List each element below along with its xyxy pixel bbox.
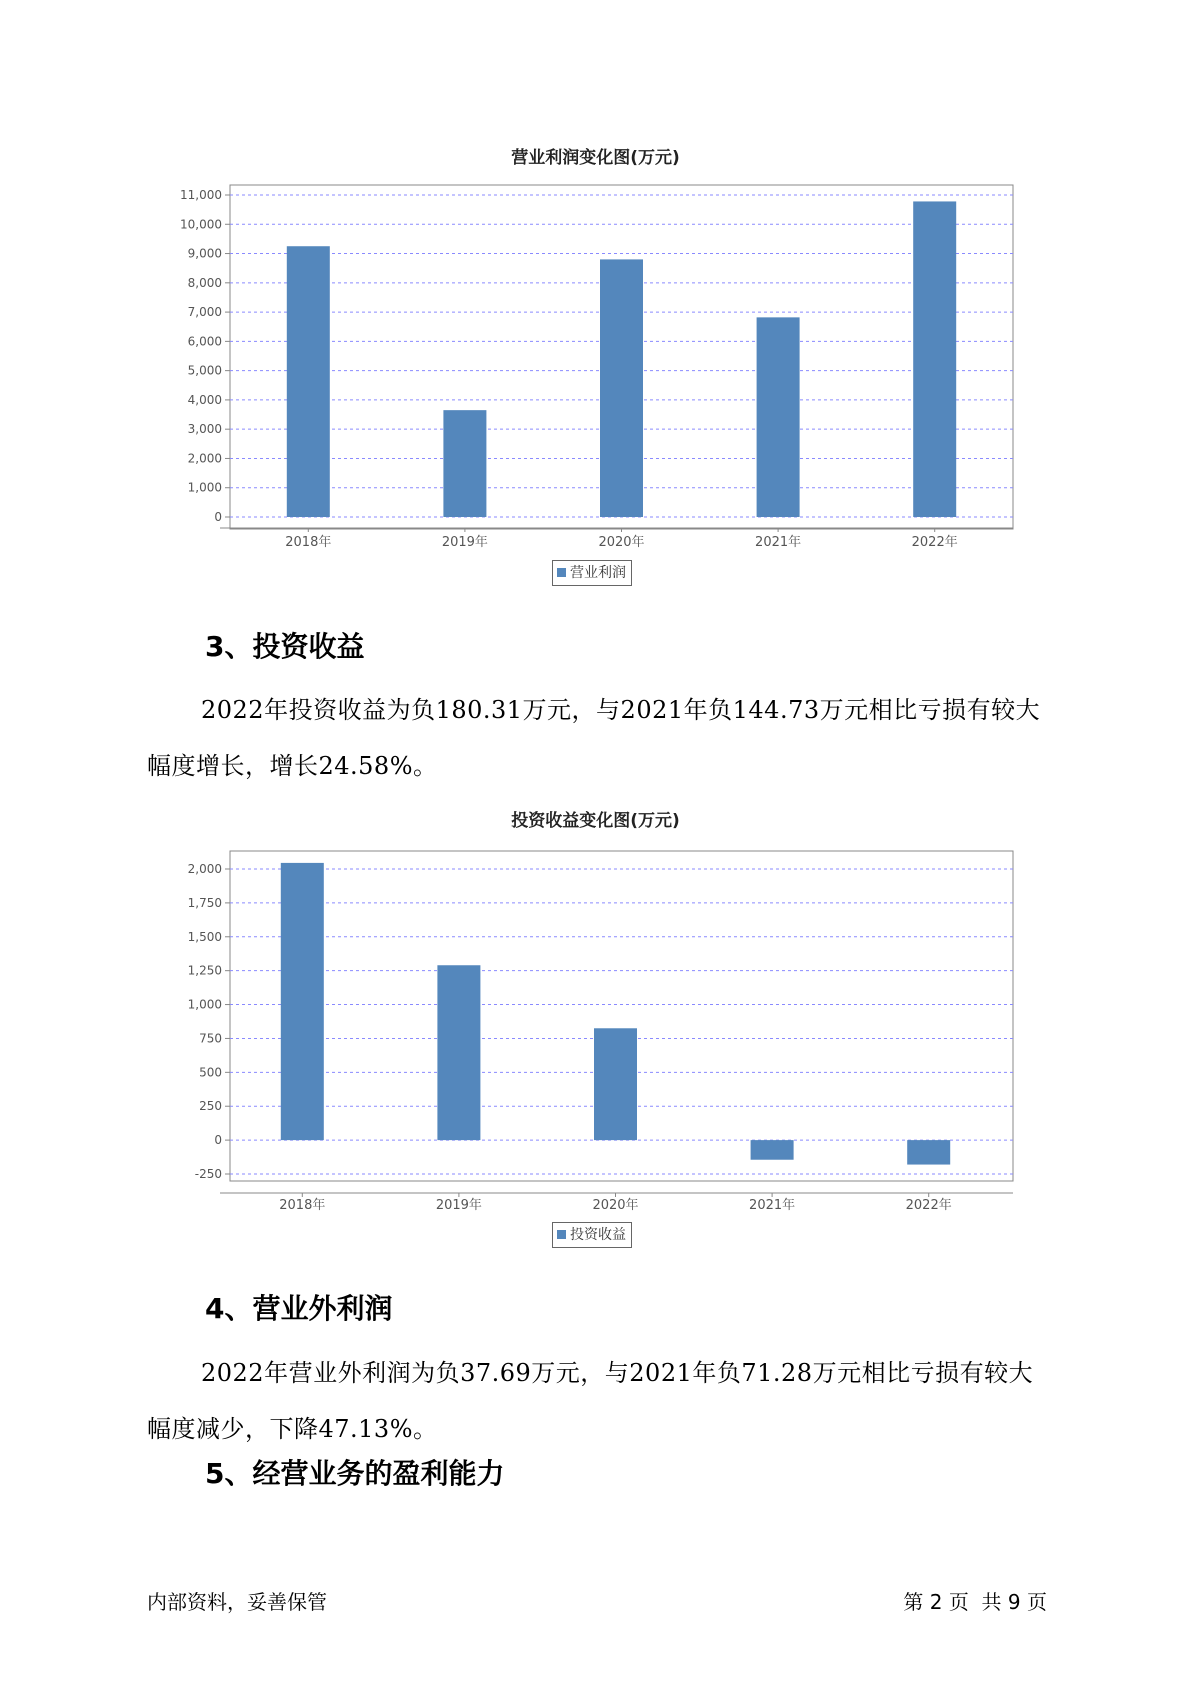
y-tick-label: 1,000: [187, 480, 222, 495]
y-tick-label: 2,000: [187, 862, 222, 876]
y-tick-label: 1,750: [187, 895, 222, 910]
x-tick-label: 2021年: [749, 1198, 796, 1213]
y-tick-label: 6,000: [187, 334, 222, 349]
paragraph-text: 2022年营业外利润为负37.69万元，与2021年负71.28万元相比亏损有较大幅度减少，下降47.13%。: [147, 1359, 1034, 1443]
y-tick-label: -250: [194, 1167, 222, 1181]
bar: [907, 1140, 950, 1164]
y-tick-label: 0: [214, 510, 222, 524]
x-tick-label: 2022年: [905, 1198, 952, 1213]
legend-label: 营业利润: [570, 565, 626, 581]
x-tick-label: 2019年: [435, 1198, 482, 1213]
legend-swatch: [557, 1230, 566, 1239]
y-tick-label: 7,000: [187, 305, 222, 320]
y-tick-label: 500: [199, 1065, 222, 1080]
section-heading-non-operating-profit: 4、营业外利润: [205, 1292, 393, 1325]
legend-label: 投资收益: [570, 1227, 626, 1243]
x-tick-label: 2020年: [592, 1198, 639, 1213]
y-tick-label: 1,250: [187, 963, 222, 978]
x-tick-label: 2018年: [285, 535, 332, 550]
y-tick-label: 4,000: [187, 392, 222, 407]
paragraph-text: 2022年投资收益为负180.31万元，与2021年负144.73万元相比亏损有较大幅度增长，增长24.58%。: [147, 696, 1041, 780]
chart-legend-investment-income: [552, 1222, 632, 1248]
y-tick-label: 9,000: [187, 246, 222, 261]
y-tick-label: 1,000: [187, 997, 222, 1012]
chart-title-operating-profit: 营业利润变化图(万元): [511, 148, 680, 168]
bar: [437, 965, 480, 1140]
bar: [751, 1140, 794, 1160]
x-tick-label: 2021年: [755, 535, 802, 550]
y-tick-label: 10,000: [180, 217, 222, 232]
y-tick-label: 5,000: [187, 363, 222, 378]
y-tick-label: 2,000: [187, 451, 222, 466]
bar: [594, 1028, 637, 1140]
section-heading-profitability: 5、经营业务的盈利能力: [205, 1457, 505, 1490]
x-tick-label: 2020年: [598, 535, 645, 550]
footer-confidential-note: 内部资料，妥善保管: [147, 1590, 327, 1614]
y-tick-label: 0: [214, 1133, 222, 1148]
y-tick-label: 8,000: [187, 275, 222, 290]
y-tick-label: 1,500: [187, 929, 222, 944]
chart-title-investment-income: 投资收益变化图(万元): [511, 811, 680, 831]
x-tick-label: 2019年: [441, 535, 488, 550]
bar: [281, 863, 324, 1140]
x-tick-label: 2022年: [911, 535, 958, 550]
section-heading-investment-income: 3、投资收益: [205, 630, 365, 663]
footer-page-number: 第 2 页 共 9 页: [903, 1590, 1047, 1614]
y-tick-label: 250: [199, 1099, 222, 1114]
paragraph-non-operating-profit: [147, 1345, 1047, 1457]
y-tick-label: 3,000: [187, 422, 222, 437]
y-tick-label: 11,000: [180, 188, 222, 202]
y-tick-label: 750: [199, 1031, 222, 1046]
x-tick-label: 2018年: [279, 1198, 326, 1213]
